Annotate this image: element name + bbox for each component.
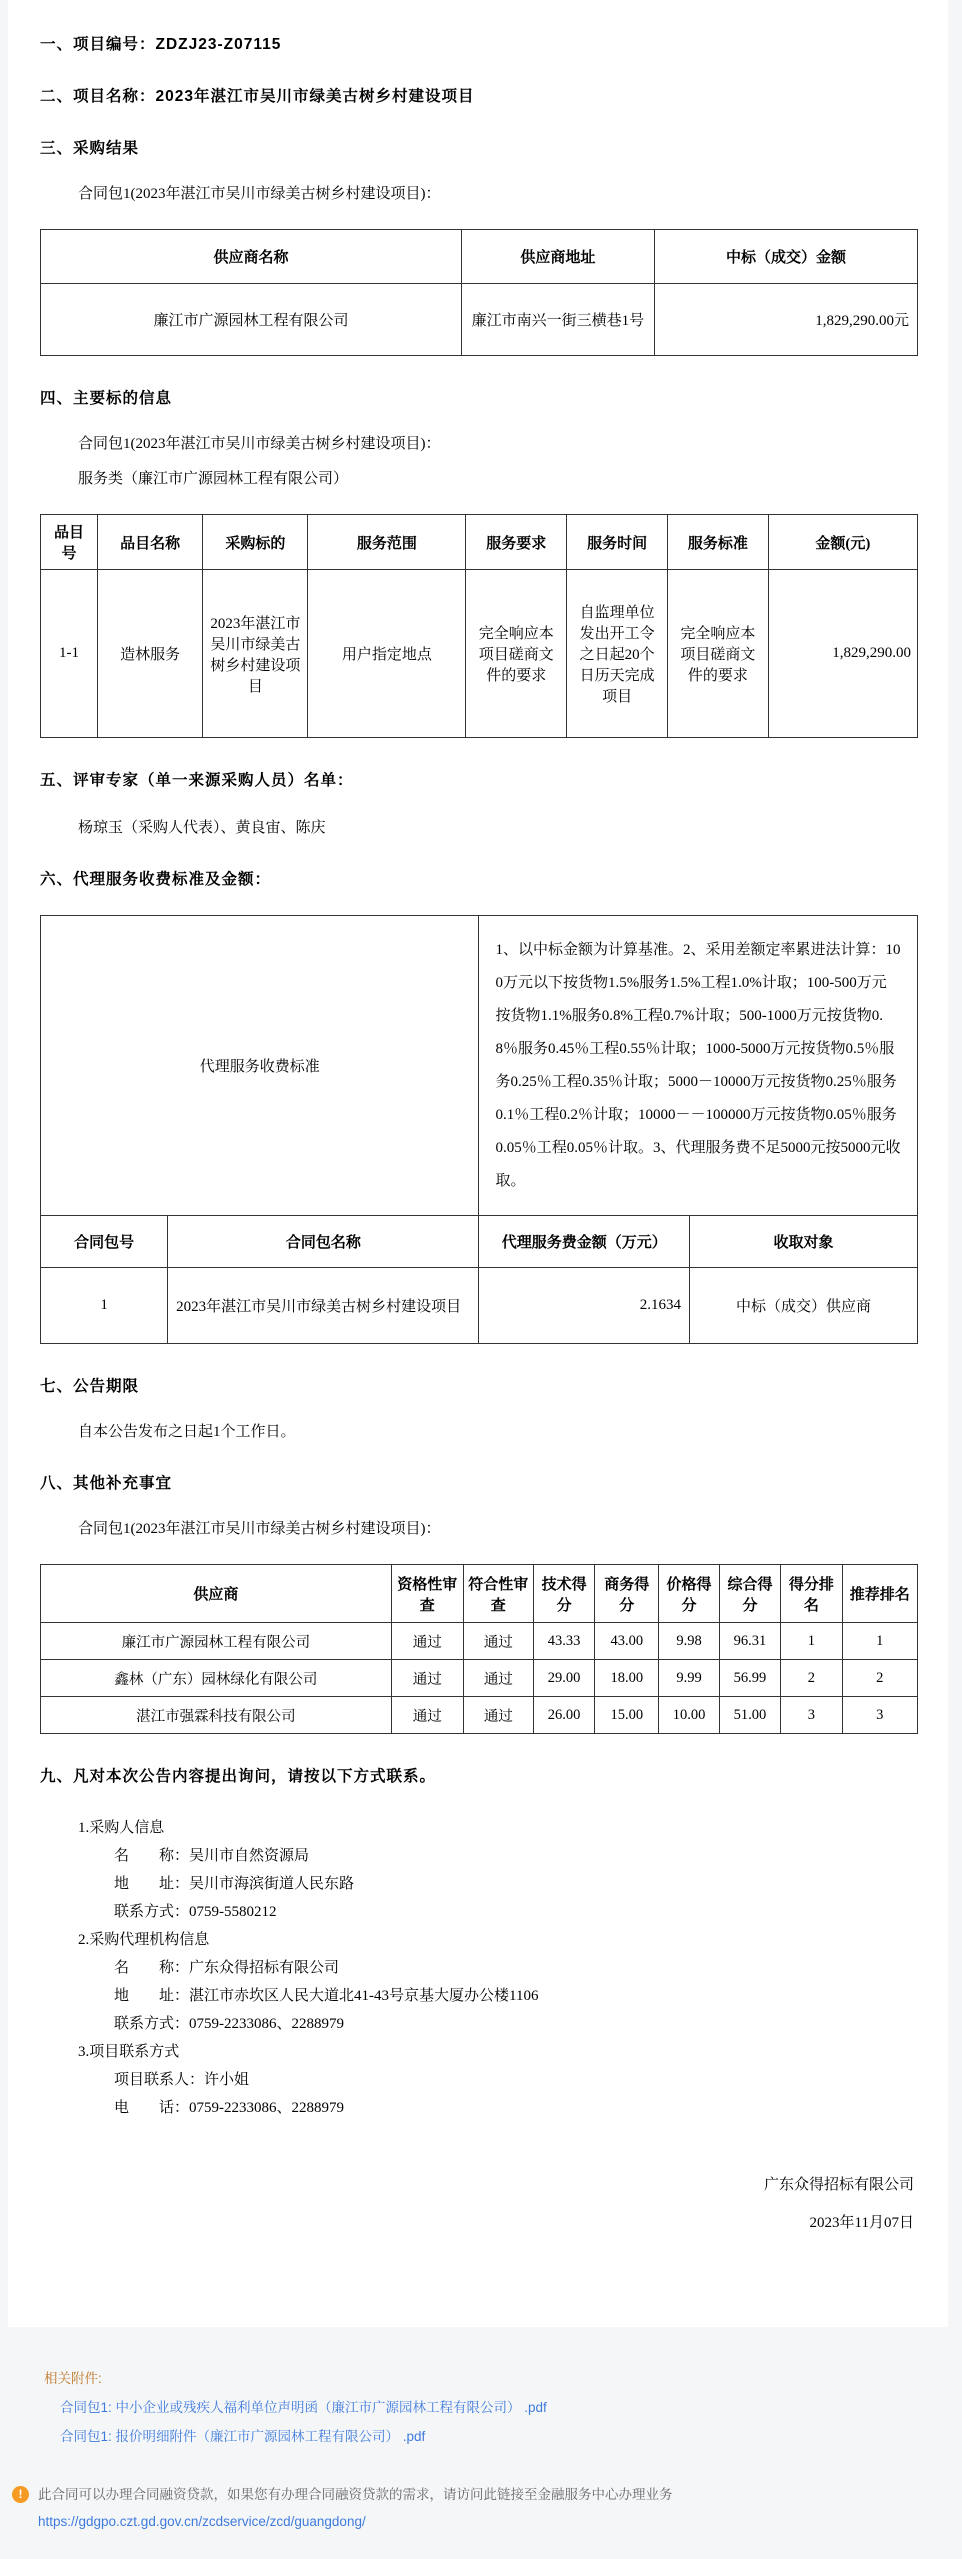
recommend-rank-header: 推荐排名 — [842, 1565, 917, 1623]
supplier-name-header: 供应商名称 — [41, 230, 462, 284]
procurement-result-table — [40, 229, 918, 356]
service-scope-header: 服务范围 — [308, 515, 466, 570]
supplier-header: 供应商 — [41, 1565, 392, 1623]
award-amount-cell: 1,829,290.00元 — [654, 284, 917, 356]
purchaser-name: 名 称：吴川市自然资源局 — [114, 1848, 310, 1864]
table-header-row — [41, 1565, 918, 1623]
table-row — [41, 1623, 918, 1660]
qualification-review-header: 资格性审查 — [391, 1565, 463, 1623]
signoff-organization: 广东众得招标有限公司 — [763, 2177, 914, 2193]
purchaser-info-title: 1.采购人信息 — [78, 1820, 165, 1836]
recommend-rank-cell: 2 — [842, 1660, 917, 1697]
recommend-rank-cell: 1 — [842, 1623, 917, 1660]
fee-payer-header: 收取对象 — [689, 1216, 917, 1268]
section-project-number-heading: 一、项目编号：ZDZJ23-Z07115 — [40, 36, 282, 53]
procurement-subject-header: 采购标的 — [203, 515, 308, 570]
section-experts-heading: 五、评审专家（单一来源采购人员）名单： — [40, 772, 354, 789]
recommend-rank-cell: 3 — [842, 1697, 917, 1734]
attachment-link-declaration-pdf[interactable]: 合同包1: 中小企业或残疾人福利单位声明函（廉江市广源园林工程有限公司） .pdf — [60, 2400, 547, 2415]
service-standard-header: 服务标准 — [668, 515, 769, 570]
technical-score-cell: 26.00 — [533, 1697, 594, 1734]
loan-notice — [12, 2485, 942, 2505]
section-agency-fee-heading: 六、代理服务收费标准及金额： — [40, 871, 272, 888]
package-name-header: 合同包名称 — [168, 1216, 479, 1268]
agency-info-title: 2.采购代理机构信息 — [78, 1932, 210, 1948]
section-contact-heading: 九、凡对本次公告内容提出询问，请按以下方式联系。 — [40, 1768, 437, 1785]
business-score-cell: 43.00 — [595, 1623, 659, 1660]
procurement-announcement-document — [8, 0, 948, 2327]
procurement-subject-cell: 2023年湛江市吴川市绿美古树乡村建设项目 — [203, 570, 308, 738]
exclamation-icon: ! — [12, 2486, 29, 2503]
business-score-header: 商务得分 — [595, 1565, 659, 1623]
page-footer — [0, 2327, 962, 2559]
project-contact-person: 项目联系人：许小姐 — [114, 2072, 250, 2088]
table-header-row — [41, 230, 918, 284]
agency-address: 地 址：湛江市赤坎区人民大道北41-43号京基大厦办公楼1106 — [114, 1988, 539, 2004]
price-score-cell: 9.99 — [659, 1660, 720, 1697]
agency-phone: 联系方式：0759-2233086、2288979 — [114, 2016, 344, 2032]
service-scope-cell: 用户指定地点 — [308, 570, 466, 738]
expert-names: 杨琼玉（采购人代表）、黄良宙、陈庆 — [78, 820, 326, 836]
package-no-cell: 1 — [41, 1268, 168, 1344]
package-line: 合同包1(2023年湛江市吴川市绿美古树乡村建设项目)： — [78, 186, 441, 202]
conformity-review-header: 符合性审查 — [463, 1565, 533, 1623]
technical-score-cell: 29.00 — [533, 1660, 594, 1697]
main-subject-table — [40, 514, 918, 738]
table-row — [41, 1660, 918, 1697]
service-requirement-header: 服务要求 — [466, 515, 567, 570]
package-name-cell: 2023年湛江市吴川市绿美古树乡村建设项目 — [168, 1268, 479, 1344]
score-rank-cell: 1 — [781, 1623, 842, 1660]
supplier-cell: 廉江市广源园林工程有限公司 — [41, 1623, 392, 1660]
business-score-cell: 15.00 — [595, 1697, 659, 1734]
qualification-review-cell: 通过 — [391, 1660, 463, 1697]
qualification-review-cell: 通过 — [391, 1623, 463, 1660]
purchaser-phone: 联系方式：0759-5580212 — [114, 1904, 277, 1920]
section-other-matters-heading: 八、其他补充事宜 — [40, 1475, 173, 1492]
agency-fee-table — [40, 915, 918, 1344]
fee-standard-row — [41, 916, 918, 1216]
package-no-header: 合同包号 — [41, 1216, 168, 1268]
score-rank-cell: 2 — [781, 1660, 842, 1697]
agency-fee-amount-header: 代理服务费金额（万元） — [479, 1216, 689, 1268]
item-name-cell: 造林服务 — [98, 570, 203, 738]
attachment-link-quotation-pdf[interactable]: 合同包1: 报价明细附件（廉江市广源园林工程有限公司） .pdf — [60, 2429, 426, 2444]
supplier-address-header: 供应商地址 — [461, 230, 654, 284]
contact-info-block — [40, 1814, 918, 2122]
supplier-address-cell: 廉江市南兴一街三横巷1号 — [461, 284, 654, 356]
total-score-cell: 56.99 — [719, 1660, 780, 1697]
conformity-review-cell: 通过 — [463, 1697, 533, 1734]
table-row — [41, 284, 918, 356]
score-rank-cell: 3 — [781, 1697, 842, 1734]
section-announcement-period-heading: 七、公告期限 — [40, 1378, 140, 1395]
service-category-line: 服务类（廉江市广源园林工程有限公司） — [78, 471, 349, 487]
project-contact-title: 3.项目联系方式 — [78, 2044, 180, 2060]
price-score-cell: 10.00 — [659, 1697, 720, 1734]
total-score-cell: 51.00 — [719, 1697, 780, 1734]
service-time-header: 服务时间 — [567, 515, 668, 570]
loan-service-link[interactable]: https://gdgpo.czt.gd.gov.cn/zcdservice/zcd/guangdong/ — [38, 2514, 366, 2529]
attachments-label: 相关附件: — [44, 2371, 102, 2386]
purchaser-address: 地 址：吴川市海滨街道人民东路 — [114, 1876, 355, 1892]
loan-notice-text: 此合同可以办理合同融资贷款，如果您有办理合同融资贷款的需求，请访问此链接至金融服务中心办理业务 — [38, 2487, 673, 2502]
attachments-section — [12, 2367, 942, 2445]
award-amount-header: 中标（成交）金额 — [654, 230, 917, 284]
fee-standard-text-cell: 1、以中标金额为计算基准。2、采用差额定率累进法计算：100万元以下按货物1.5%服务1.5%工程1.0%计取；100-500万元按货物1.1%服务0.8%工程0.7%计取；500-1000万元按货物0.8％服务0.45％工程0.55％计取；1000-5000万元按货物0.5％服务0.25％工程0.35％计取；5000－10000万元按货物0.25％服务0.1％工程0.2％计取；10000－－100000万元按货物0.05％服务0.05％工程0.05％计取。3、代理服务费不足5000元按5000元收取。 — [479, 916, 918, 1216]
amount-cell: 1,829,290.00 — [768, 570, 917, 738]
amount-header: 金额(元) — [768, 515, 917, 570]
agency-name: 名 称：广东众得招标有限公司 — [114, 1960, 340, 1976]
item-no-cell: 1-1 — [41, 570, 98, 738]
service-standard-cell: 完全响应本项目磋商文件的要求 — [668, 570, 769, 738]
table-row — [41, 570, 918, 738]
business-score-cell: 18.00 — [595, 1660, 659, 1697]
fee-standard-label-cell: 代理服务收费标准 — [41, 916, 479, 1216]
table-row — [41, 1268, 918, 1344]
table-header-row — [41, 515, 918, 570]
item-name-header: 品目名称 — [98, 515, 203, 570]
signoff-date: 2023年11月07日 — [809, 2215, 914, 2231]
signoff-block — [40, 2166, 918, 2242]
score-rank-header: 得分排名 — [781, 1565, 842, 1623]
fee-payer-cell: 中标（成交）供应商 — [689, 1268, 917, 1344]
supplier-score-table — [40, 1564, 918, 1734]
item-no-header: 品目号 — [41, 515, 98, 570]
package-line: 合同包1(2023年湛江市吴川市绿美古树乡村建设项目)： — [78, 436, 441, 452]
section-procurement-result-heading: 三、采购结果 — [40, 140, 140, 157]
total-score-header: 综合得分 — [719, 1565, 780, 1623]
conformity-review-cell: 通过 — [463, 1623, 533, 1660]
section-project-name-heading: 二、项目名称：2023年湛江市吴川市绿美古树乡村建设项目 — [40, 88, 475, 105]
qualification-review-cell: 通过 — [391, 1697, 463, 1734]
project-contact-phone: 电 话：0759-2233086、2288979 — [114, 2100, 344, 2116]
table-row — [41, 1697, 918, 1734]
conformity-review-cell: 通过 — [463, 1660, 533, 1697]
service-time-cell: 自监理单位发出开工令之日起20个日历天完成项目 — [567, 570, 668, 738]
total-score-cell: 96.31 — [719, 1623, 780, 1660]
technical-score-cell: 43.33 — [533, 1623, 594, 1660]
section-main-subject-heading: 四、主要标的信息 — [40, 390, 173, 407]
agency-fee-amount-cell: 2.1634 — [479, 1268, 689, 1344]
supplier-cell: 鑫林（广东）园林绿化有限公司 — [41, 1660, 392, 1697]
table-header-row — [41, 1216, 918, 1268]
supplier-cell: 湛江市强霖科技有限公司 — [41, 1697, 392, 1734]
supplier-name-cell: 廉江市广源园林工程有限公司 — [41, 284, 462, 356]
technical-score-header: 技术得分 — [533, 1565, 594, 1623]
announcement-period-text: 自本公告发布之日起1个工作日。 — [78, 1424, 296, 1440]
package-line: 合同包1(2023年湛江市吴川市绿美古树乡村建设项目)： — [78, 1521, 441, 1537]
price-score-cell: 9.98 — [659, 1623, 720, 1660]
service-requirement-cell: 完全响应本项目磋商文件的要求 — [466, 570, 567, 738]
price-score-header: 价格得分 — [659, 1565, 720, 1623]
